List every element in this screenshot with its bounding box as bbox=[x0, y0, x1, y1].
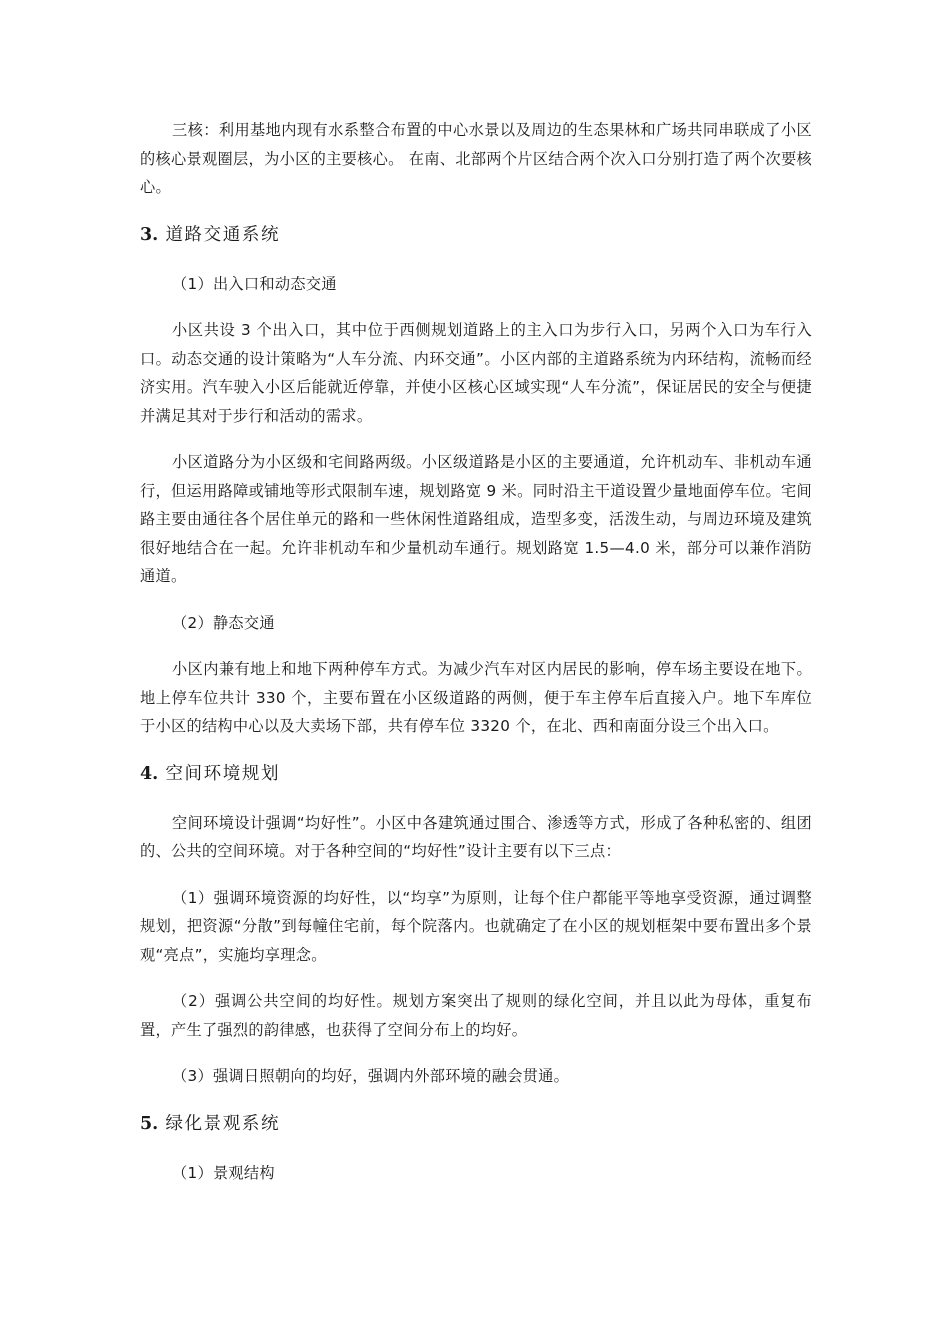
section-heading-3 bbox=[140, 220, 812, 250]
section-number: 3. bbox=[140, 224, 159, 245]
paragraph-point-2: （2）强调公共空间的均好性。规划方案突出了规则的绿化空间，并且以此为母体，重复布置，产生了强烈的韵律感，也获得了空间分布上的均好。 bbox=[140, 992, 812, 1039]
subheading-static-traffic: （2）静态交通 bbox=[172, 613, 275, 632]
paragraph-point-1: （1）强调环境资源的均好性，以“均享”为原则，让每个住户都能平等地享受资源，通过调整规划，把资源“分散”到每幢住宅前，每个院落内。也就确定了在小区的规划框架中要布置出多个景观“亮点”，实施均享理念。 bbox=[140, 888, 812, 964]
paragraph-parking: 小区内兼有地上和地下两种停车方式。为减少汽车对区内居民的影响，停车场主要设在地下。地上停车位共计 330 个，主要布置在小区级道路的两侧，便于车主停车后直接入户。地下车库位于小区的结构中心以及大卖场下部，共有停车位 3320 个，在北、西和南面分设三个出入口。 bbox=[140, 660, 812, 735]
paragraph-entrances: 小区共设 3 个出入口，其中位于西侧规划道路上的主入口为步行入口，另两个入口为车行入口。动态交通的设计策略为“人车分流、内环交通”。小区内部的主道路系统为内环结构，流畅而经济实用。汽车驶入小区后能就近停靠，并使小区核心区域实现“人车分流”，保证居民的安全与便捷并满足其对于步行和活动的需求。 bbox=[140, 321, 812, 425]
paragraph-space-intro: 空间环境设计强调“均好性”。小区中各建筑通过围合、渗透等方式，形成了各种私密的、组团的、公共的空间环境。对于各种空间的“均好性”设计主要有以下三点： bbox=[140, 813, 812, 860]
section-heading-4 bbox=[140, 759, 812, 789]
document-page bbox=[140, 116, 812, 1205]
subheading-landscape-structure: （1）景观结构 bbox=[172, 1163, 275, 1182]
section-title: 绿化景观系统 bbox=[165, 1113, 281, 1134]
section-heading-5 bbox=[140, 1109, 812, 1139]
section-number: 5. bbox=[140, 1113, 159, 1134]
paragraph-point-3: （3）强调日照朝向的均好，强调内外部环境的融会贯通。 bbox=[172, 1067, 570, 1085]
paragraph-three-cores: 三核：利用基地内现有水系整合布置的中心水景以及周边的生态果林和广场共同串联成了小区的核心景观圈层，为小区的主要核心。 在南、北部两个片区结合两个次入口分别打造了两个次要核心。 bbox=[140, 121, 812, 196]
subheading-entrances: （1）出入口和动态交通 bbox=[172, 274, 337, 293]
section-title: 空间环境规划 bbox=[165, 763, 281, 784]
section-number: 4. bbox=[140, 763, 159, 784]
section-title: 道路交通系统 bbox=[165, 224, 281, 245]
paragraph-road-levels: 小区道路分为小区级和宅间路两级。小区级道路是小区的主要通道，允许机动车、非机动车通行，但运用路障或铺地等形式限制车速，规划路宽 9 米。同时沿主干道设置少量地面停车位。宅间路主要由通往各个居住单元的路和一些休闲性道路组成，造型多变，活泼生动，与周边环境及建筑很好地结合在一起。允许非机动车和少量机动车通行。规划路宽 1.5—4.0 米，部分可以兼作消防通道。 bbox=[140, 453, 812, 585]
